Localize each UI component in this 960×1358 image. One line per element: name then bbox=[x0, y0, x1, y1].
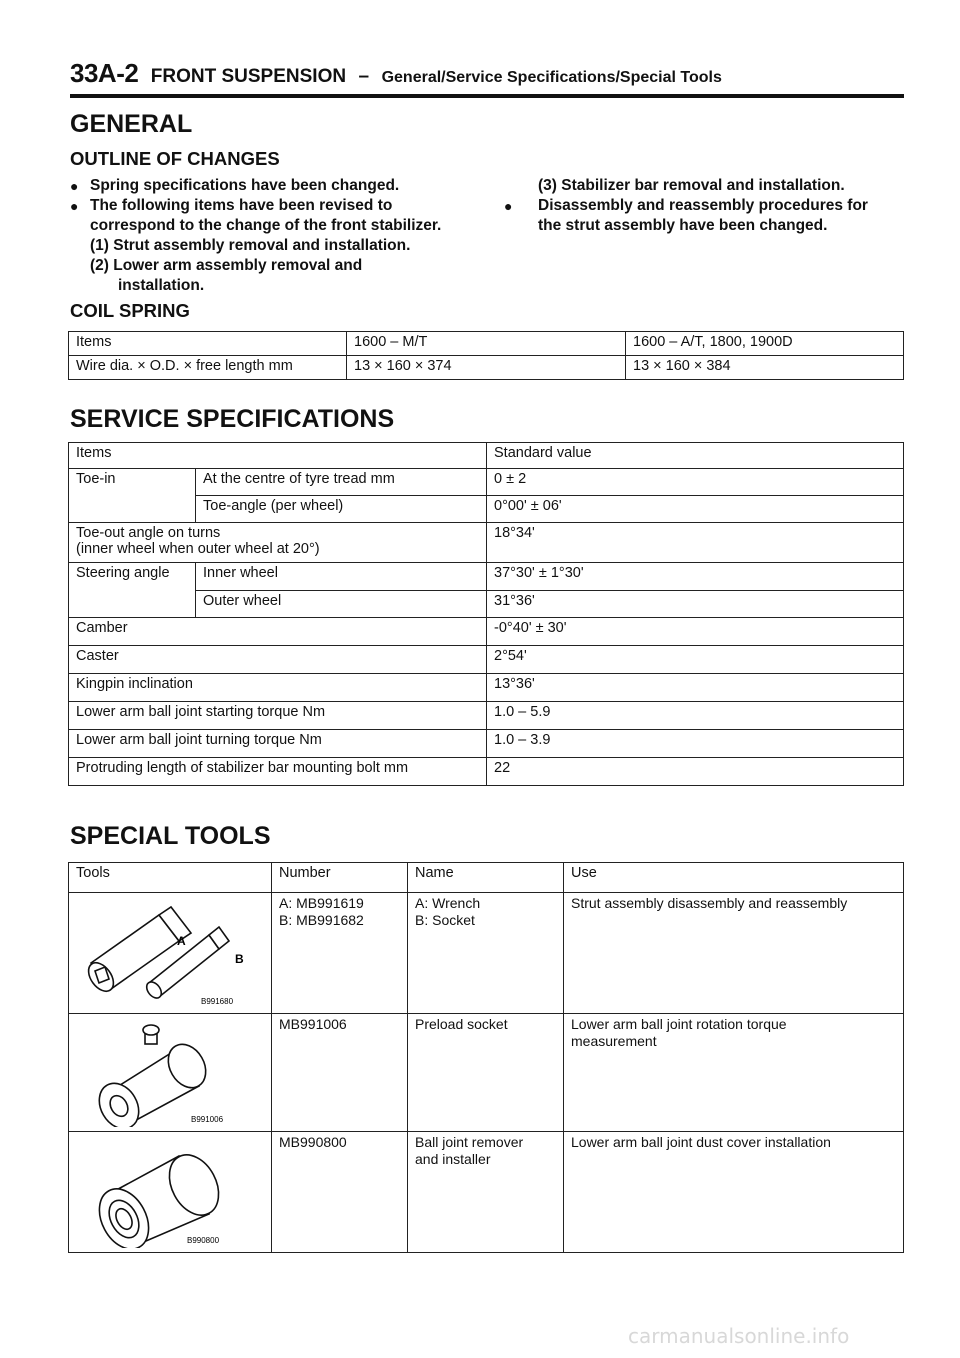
table-cell: 13 × 160 × 384 bbox=[626, 356, 904, 380]
table-cell: Lower arm ball joint dust cover installation bbox=[564, 1132, 904, 1253]
table-row bbox=[69, 730, 904, 758]
table-header: Tools bbox=[69, 863, 272, 893]
table-cell bbox=[69, 523, 487, 563]
table-row bbox=[69, 332, 904, 356]
outline-line: the strut assembly have been changed. bbox=[538, 217, 828, 234]
table-header: Name bbox=[408, 863, 564, 893]
table-row bbox=[69, 646, 904, 674]
table-cell bbox=[272, 893, 408, 1014]
table-cell: 1600 – M/T bbox=[347, 332, 626, 356]
table-cell: Toe-in bbox=[69, 469, 196, 523]
tool-image-cell bbox=[69, 1014, 272, 1132]
table-cell: Kingpin inclination bbox=[69, 674, 487, 702]
outline-line: (2) Lower arm assembly removal and bbox=[90, 257, 363, 274]
tool-use: measurement bbox=[571, 1033, 657, 1049]
toe-out-line: (inner wheel when outer wheel at 20°) bbox=[76, 541, 320, 557]
page-header bbox=[70, 58, 904, 98]
table-cell bbox=[408, 893, 564, 1014]
table-cell: Camber bbox=[69, 618, 487, 646]
table-row bbox=[69, 563, 904, 591]
table-cell bbox=[564, 1014, 904, 1132]
bullet-icon: ● bbox=[504, 198, 513, 214]
table-cell: MB990800 bbox=[272, 1132, 408, 1253]
table-row bbox=[69, 758, 904, 786]
outline-left-column bbox=[70, 176, 480, 296]
table-row bbox=[69, 469, 904, 496]
table-cell: 2°54' bbox=[487, 646, 904, 674]
table-row bbox=[69, 523, 904, 563]
table-cell: 13°36' bbox=[487, 674, 904, 702]
table-row bbox=[69, 1014, 904, 1132]
title-dash: – bbox=[358, 66, 370, 87]
bullet-item bbox=[70, 196, 480, 296]
table-cell: Caster bbox=[69, 646, 487, 674]
table-header: Items bbox=[69, 443, 487, 469]
table-header: Standard value bbox=[487, 443, 904, 469]
tool-label-b: B bbox=[235, 952, 244, 966]
outline-line: Disassembly and reassembly procedures for bbox=[538, 197, 868, 214]
wrench-socket-icon bbox=[69, 893, 269, 1009]
table-row bbox=[69, 356, 904, 380]
outline-right-column bbox=[490, 176, 905, 236]
table-cell: 37°30' ± 1°30' bbox=[487, 563, 904, 591]
table-row bbox=[69, 1132, 904, 1253]
service-specs-heading: SERVICE SPECIFICATIONS bbox=[70, 405, 395, 433]
tool-name: B: Socket bbox=[415, 912, 475, 928]
page-number: 33A-2 bbox=[70, 58, 139, 88]
bullet-item bbox=[70, 176, 480, 196]
tool-number: A: MB991619 bbox=[279, 895, 364, 911]
bullet-item bbox=[490, 196, 905, 236]
table-cell: Strut assembly disassembly and reassembly bbox=[564, 893, 904, 1014]
tool-name: A: Wrench bbox=[415, 895, 481, 911]
coil-spring-table bbox=[68, 331, 904, 380]
tool-code: B990800 bbox=[187, 1236, 220, 1245]
table-cell: Protruding length of stabilizer bar mounting bolt mm bbox=[69, 758, 487, 786]
special-tools-table bbox=[68, 862, 904, 1253]
ball-joint-installer-icon bbox=[69, 1132, 269, 1248]
table-cell: At the centre of tyre tread mm bbox=[196, 469, 487, 496]
table-cell: Lower arm ball joint turning torque Nm bbox=[69, 730, 487, 758]
tool-name: and installer bbox=[415, 1151, 491, 1167]
tool-label-a: A bbox=[177, 934, 186, 948]
table-header: Use bbox=[564, 863, 904, 893]
table-cell: Steering angle bbox=[69, 563, 196, 618]
table-row bbox=[69, 443, 904, 469]
tool-code: B991680 bbox=[201, 997, 234, 1006]
table-cell: Preload socket bbox=[408, 1014, 564, 1132]
coil-spring-heading: COIL SPRING bbox=[70, 300, 190, 321]
outline-line: (3) Stabilizer bar removal and installation. bbox=[538, 177, 845, 194]
chapter-title: FRONT SUSPENSION bbox=[150, 66, 347, 87]
table-cell: 1600 – A/T, 1800, 1900D bbox=[626, 332, 904, 356]
table-row bbox=[69, 702, 904, 730]
outline-line: Spring specifications have been changed. bbox=[90, 177, 400, 194]
bullet-icon: ● bbox=[70, 178, 79, 194]
footer-watermark: carmanualsonline.info bbox=[628, 1324, 850, 1348]
table-cell: Toe-angle (per wheel) bbox=[196, 496, 487, 523]
table-row bbox=[69, 893, 904, 1014]
table-cell: MB991006 bbox=[272, 1014, 408, 1132]
outline-line: correspond to the change of the front stabilizer. bbox=[90, 217, 442, 234]
outline-line: (1) Strut assembly removal and installation. bbox=[90, 237, 411, 254]
general-heading: GENERAL bbox=[70, 110, 193, 138]
table-cell: Lower arm ball joint starting torque Nm bbox=[69, 702, 487, 730]
table-row bbox=[69, 674, 904, 702]
table-cell: 22 bbox=[487, 758, 904, 786]
bullet-icon: ● bbox=[70, 198, 79, 214]
table-cell: Outer wheel bbox=[196, 591, 487, 618]
tool-image-cell bbox=[69, 893, 272, 1014]
preload-socket-icon bbox=[69, 1014, 269, 1127]
table-cell bbox=[408, 1132, 564, 1253]
table-cell: 0 ± 2 bbox=[487, 469, 904, 496]
table-cell: 18°34' bbox=[487, 523, 904, 563]
chapter-subtitle: General/Service Specifications/Special Tools bbox=[381, 69, 722, 86]
tool-number: B: MB991682 bbox=[279, 912, 364, 928]
table-cell: 1.0 – 5.9 bbox=[487, 702, 904, 730]
special-tools-heading: SPECIAL TOOLS bbox=[70, 822, 271, 850]
table-cell: Wire dia. × O.D. × free length mm bbox=[69, 356, 347, 380]
outline-heading: OUTLINE OF CHANGES bbox=[70, 148, 280, 169]
table-row bbox=[69, 863, 904, 893]
table-row bbox=[69, 618, 904, 646]
tool-name: Ball joint remover bbox=[415, 1134, 524, 1150]
table-cell: 1.0 – 3.9 bbox=[487, 730, 904, 758]
table-cell: -0°40' ± 30' bbox=[487, 618, 904, 646]
tool-code: B991006 bbox=[191, 1115, 224, 1124]
toe-out-line: Toe-out angle on turns bbox=[76, 525, 221, 541]
outline-line: installation. bbox=[118, 277, 205, 294]
table-cell: 13 × 160 × 374 bbox=[347, 356, 626, 380]
table-header: Number bbox=[272, 863, 408, 893]
table-cell: Items bbox=[69, 332, 347, 356]
tool-image-cell bbox=[69, 1132, 272, 1253]
table-cell: 31°36' bbox=[487, 591, 904, 618]
table-cell: Inner wheel bbox=[196, 563, 487, 591]
tool-use: Lower arm ball joint rotation torque bbox=[571, 1016, 787, 1032]
table-cell: 0°00' ± 06' bbox=[487, 496, 904, 523]
outline-line: The following items have been revised to bbox=[90, 197, 393, 214]
service-specs-table bbox=[68, 442, 904, 786]
